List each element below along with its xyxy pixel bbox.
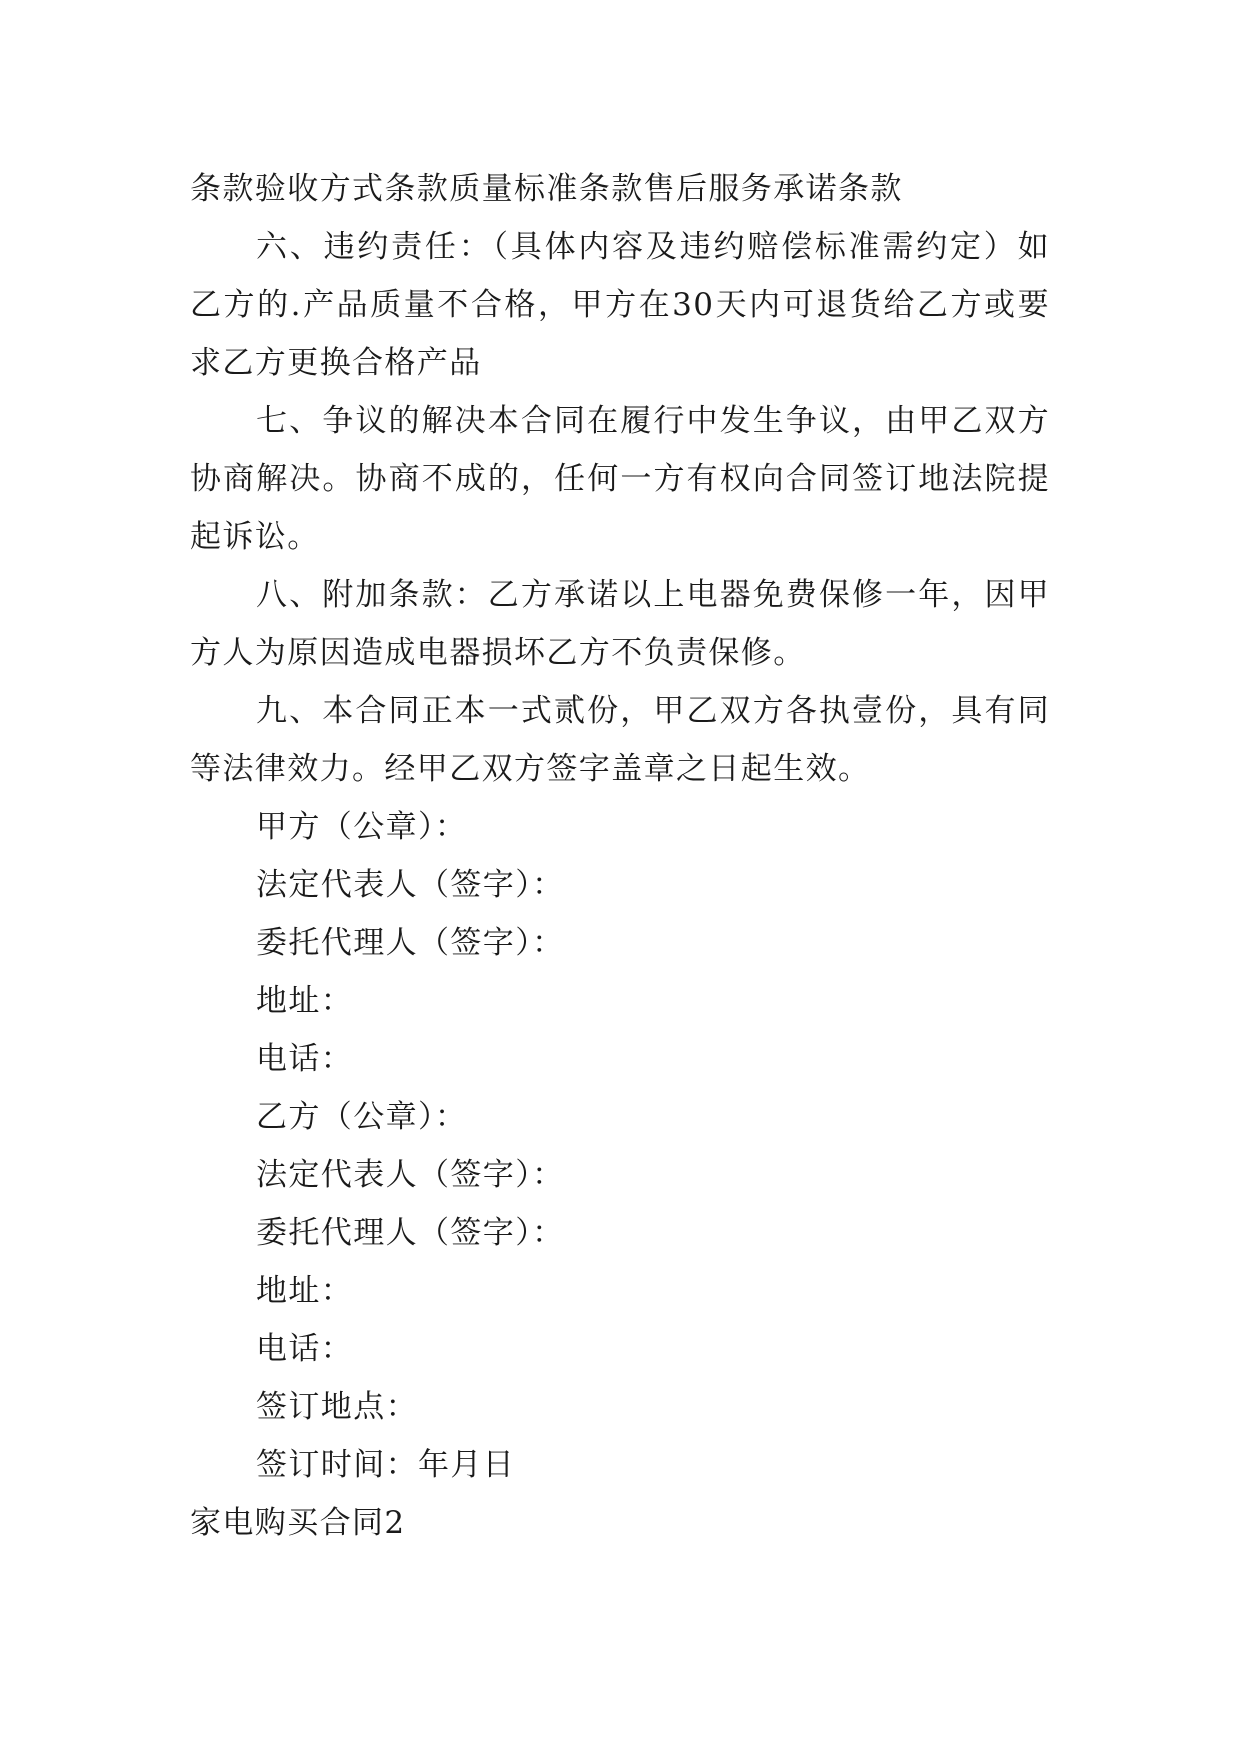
sign-place: 签订地点：	[256, 1389, 418, 1425]
clause-dispute-resolution: 七、争议的解决本合同在履行中发生争议，由甲乙双方协商解决。协商不成的，任何一方有权向合同签订地法院提起诉讼。	[190, 403, 1050, 555]
party-b-legal-rep: 法定代表人（签字）：	[256, 1157, 565, 1193]
document-page	[190, 160, 1050, 1552]
clause-continuation: 条款验收方式条款质量标准条款售后服务承诺条款	[190, 171, 903, 207]
party-a-legal-rep: 法定代表人（签字）：	[256, 867, 565, 903]
party-a-agent: 委托代理人（签字）：	[256, 925, 565, 961]
clause-copies-validity: 九、本合同正本一式贰份，甲乙双方各执壹份，具有同等法律效力。经甲乙双方签字盖章之日起生效。	[190, 693, 1050, 787]
next-document-title: 家电购买合同2	[190, 1505, 406, 1541]
party-a-phone: 电话：	[256, 1041, 354, 1077]
party-a-address: 地址：	[256, 983, 354, 1019]
party-b-seal: 乙方（公章）：	[256, 1099, 468, 1135]
party-b-address: 地址：	[256, 1273, 354, 1309]
sign-time: 签订时间：年月日	[256, 1447, 516, 1483]
clause-breach-liability: 六、违约责任：（具体内容及违约赔偿标准需约定）如乙方的.产品质量不合格，甲方在30天内可退货给乙方或要求乙方更换合格产品	[190, 229, 1050, 381]
clause-additional-terms: 八、附加条款：乙方承诺以上电器免费保修一年，因甲方人为原因造成电器损坏乙方不负责保修。	[190, 577, 1050, 671]
party-a-seal: 甲方（公章）：	[256, 809, 468, 845]
party-b-phone: 电话：	[256, 1331, 354, 1367]
party-b-agent: 委托代理人（签字）：	[256, 1215, 565, 1251]
